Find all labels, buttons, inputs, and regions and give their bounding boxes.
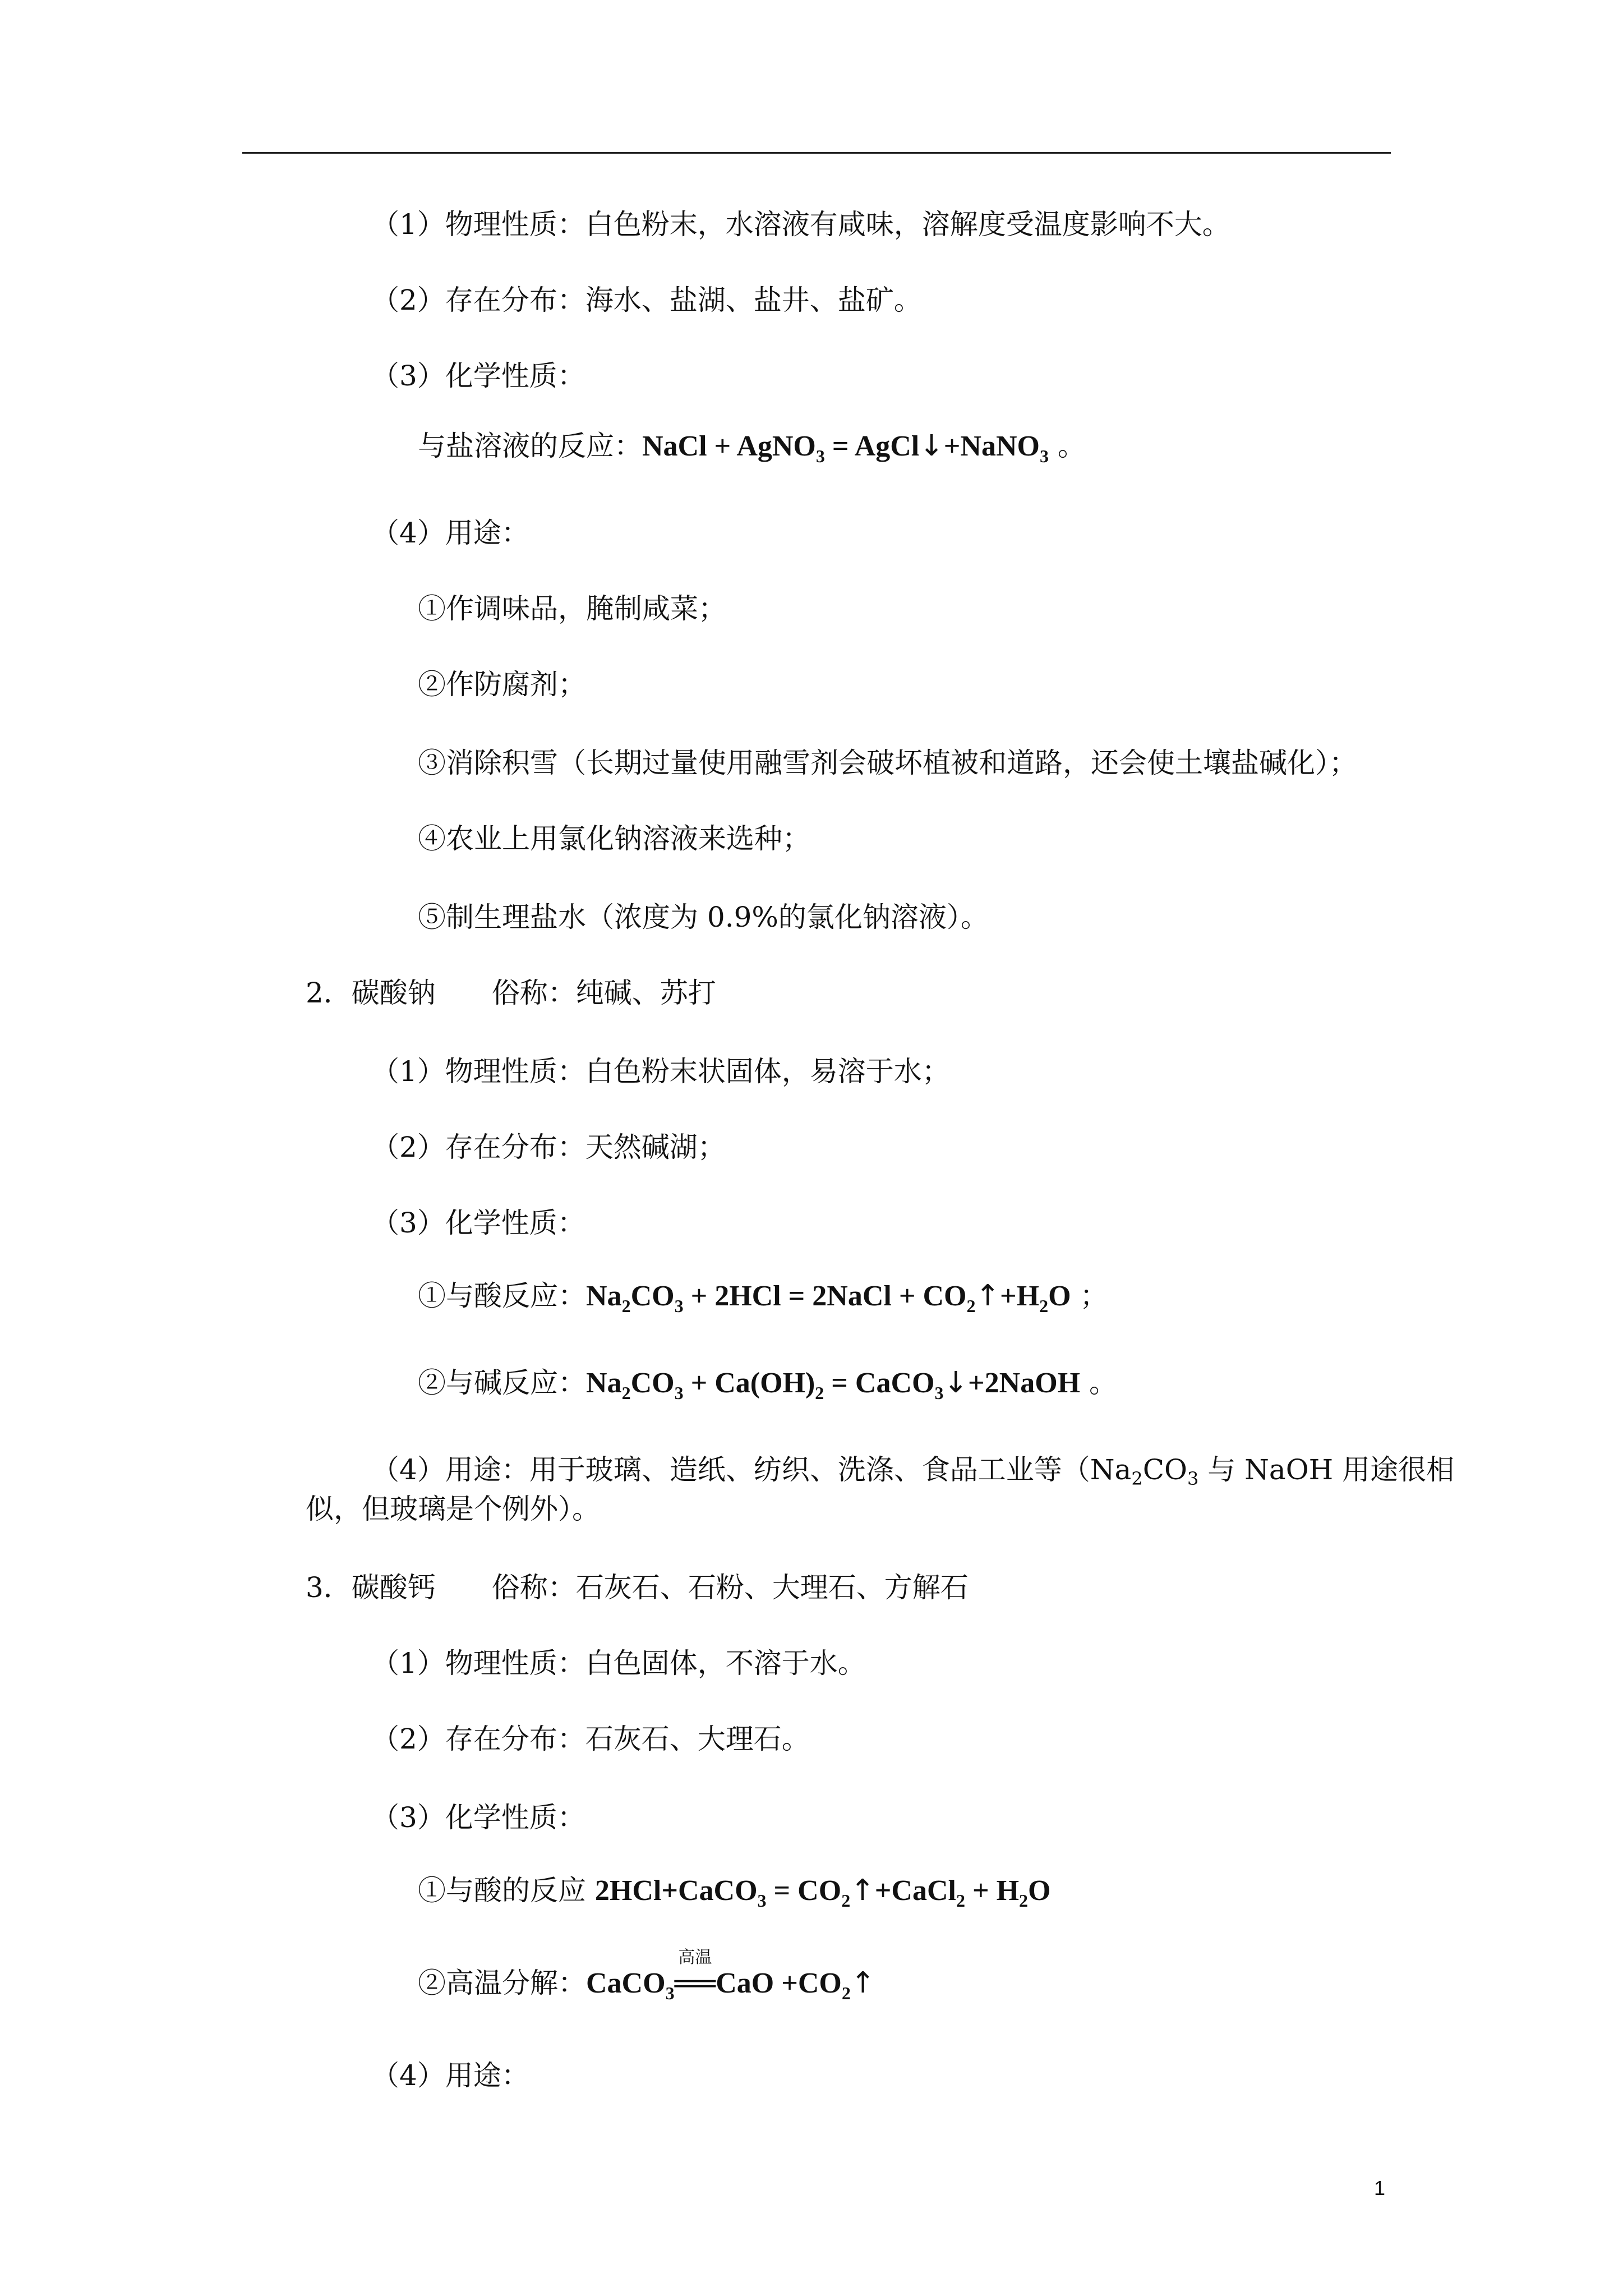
precipitate-arrow-icon: ↓ (919, 429, 944, 463)
na2co3-heading: 2．碳酸钠 俗称：纯碱、苏打 (306, 977, 716, 1009)
nacl-use-3: ③消除积雪（长期过量使用融雪剂会破坏植被和道路，还会使土壤盐碱化）； (418, 747, 1357, 779)
na2co3-acid-reaction-label: ①与酸反应： (418, 1280, 586, 1312)
caco3-uses-heading: （4）用途： (371, 2059, 529, 2092)
header-rule (242, 152, 1391, 154)
na2co3-chemical-heading: （3）化学性质： (371, 1207, 585, 1239)
na2co3-base-equation: $Na_2CO_3 + Ca(OH)_2$ = CaCO$_3$↓+2NaOH (586, 1366, 1081, 1403)
caco3-acid-reaction-line (418, 1874, 1051, 1911)
caco3-decomposition-equation: CaCO$_3$ 高温 ══CaO $+CO_2↑$ (586, 1967, 875, 1999)
nacl-use-5: ⑤制生理盐水（浓度为 0.9%的氯化钠溶液）。 (418, 901, 989, 933)
nacl-use-1: ①作调味品，腌制咸菜； (418, 592, 726, 625)
na2co3-uses-line-2: 似，但玻璃是个例外）。 (306, 1493, 600, 1525)
na2co3-distribution: （2）存在分布：天然碱湖； (371, 1131, 726, 1163)
caco3-decomposition-line (418, 1948, 875, 2003)
page-number: 1 (1374, 2177, 1386, 2200)
condition-label: 高温 (678, 1948, 712, 1967)
gas-arrow-icon: ↑ (850, 1966, 875, 2000)
caco3-decomposition-label: ②高温分解： (418, 1967, 586, 1999)
nacl-uses-heading: （4）用途： (371, 517, 529, 549)
caco3-chemical-heading: （3）化学性质： (371, 1801, 585, 1834)
nacl-distribution: （2）存在分布：海水、盐湖、盐井、盐矿。 (371, 284, 922, 316)
caco3-heading: 3．碳酸钙 俗称：石灰石、石粉、大理石、方解石 (306, 1571, 969, 1604)
gas-arrow-icon: ↑ (975, 1279, 1000, 1313)
caco3-acid-reaction-label: ①与酸的反应 (418, 1874, 595, 1907)
precipitate-arrow-icon: ↓ (943, 1366, 969, 1400)
na2co3-base-reaction-label: ②与碱反应： (418, 1366, 586, 1399)
na2co3-physical-property: （1）物理性质：白色粉末状固体，易溶于水； (371, 1055, 950, 1088)
nacl-reaction-line: 与盐溶液的反应：NaCl + AgNO$_3$ = AgCl↓+NaNO$_3$ 。 (418, 429, 1086, 466)
gas-arrow-icon: ↑ (850, 1874, 875, 1907)
nacl-equation: NaCl + AgNO$_3$ = AgCl↓+NaNO$_3$ (642, 429, 1049, 466)
na2co3-acid-equation: $Na_2CO_3 + 2HCl$ = 2NaCl + $CO_2↑+H_2O$ (586, 1279, 1071, 1316)
na2co3-uses-line-1: （4）用途：用于玻璃、造纸、纺织、洗涤、食品工业等（$Na_2CO_3$ 与 NaOH 用途很相 (371, 1453, 1455, 1489)
na2co3-acid-reaction-line: ①与酸反应：$Na_2CO_3 + 2HCl$ = 2NaCl + $CO_2↑+H_2O$ ； (418, 1279, 1108, 1316)
nacl-use-4: ④农业上用氯化钠溶液来选种； (418, 822, 810, 855)
caco3-physical-property: （1）物理性质：白色固体，不溶于水。 (371, 1647, 866, 1680)
condition-equals-sign: 高温 ══ (675, 1967, 716, 2000)
nacl-physical-property: （1）物理性质：白色粉末，水溶液有咸味，溶解度受温度影响不大。 (371, 208, 1230, 241)
na2co3-base-reaction-line: ②与碱反应：$Na_2CO_3 + Ca(OH)_2$ = CaCO$_3$↓+2NaOH 。 (418, 1366, 1118, 1403)
nacl-chemical-heading: （3）化学性质： (371, 360, 585, 392)
nacl-reaction-label: 与盐溶液的反应： (418, 430, 642, 462)
nacl-use-2: ②作防腐剂； (418, 668, 586, 701)
caco3-distribution: （2）存在分布：石灰石、大理石。 (371, 1723, 810, 1755)
caco3-acid-equation: 2HCl+CaCO$_3$ = $CO_2↑+CaCl_2 + H_2O$ (594, 1874, 1051, 1911)
